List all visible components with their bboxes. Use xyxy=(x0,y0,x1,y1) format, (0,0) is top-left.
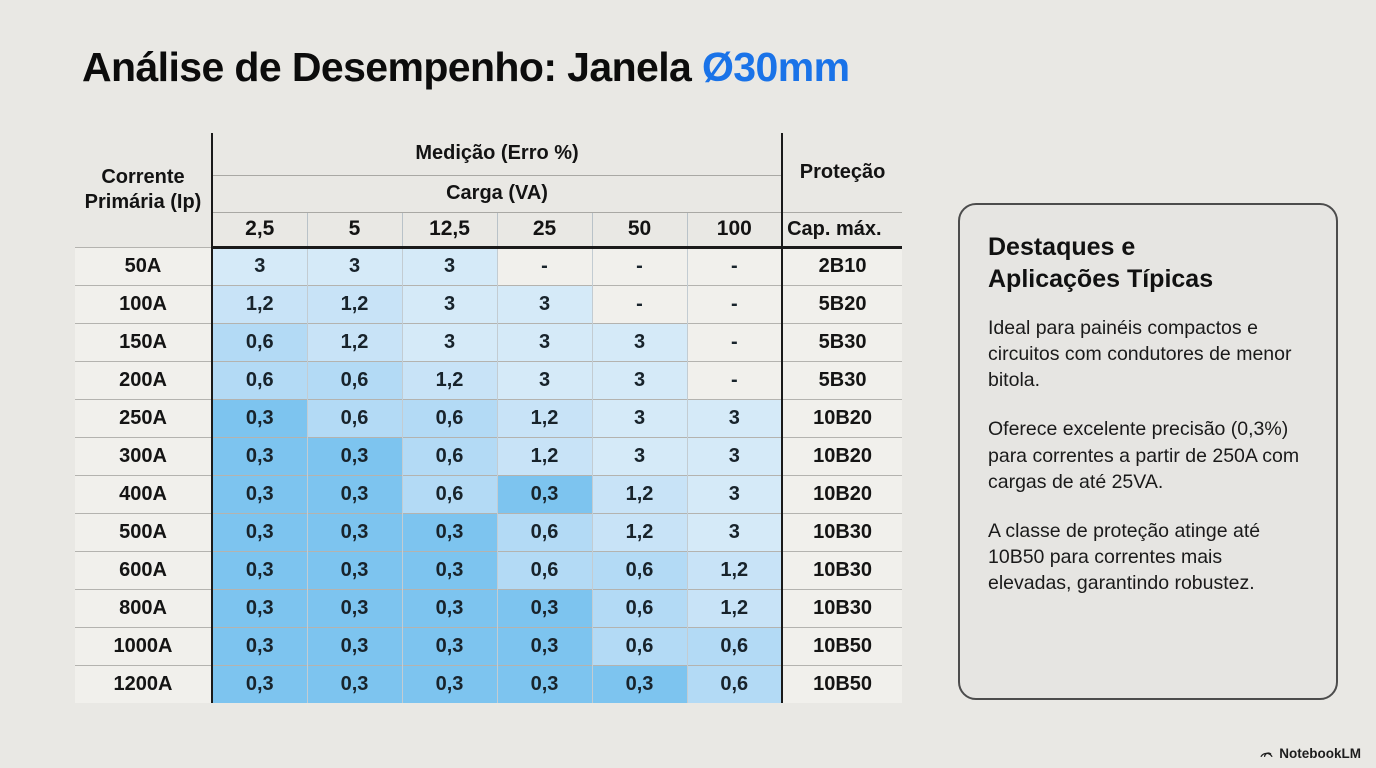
table-row xyxy=(75,589,902,627)
page-title-text: Análise de Desempenho: Janela xyxy=(82,44,703,90)
col-header-corrente-primaria: Corrente Primária (Ip) xyxy=(75,133,212,247)
ip-cell: 250A xyxy=(75,399,212,437)
notebooklm-logo-icon xyxy=(1259,746,1274,761)
error-cell: 0,3 xyxy=(402,513,497,551)
load-col-header: 100 xyxy=(687,212,782,247)
error-cell: 3 xyxy=(687,475,782,513)
page-title-accent: Ø30mm xyxy=(702,44,850,90)
error-cell: 0,6 xyxy=(307,399,402,437)
error-cell: 0,6 xyxy=(402,399,497,437)
ip-cell: 150A xyxy=(75,323,212,361)
ip-cell: 500A xyxy=(75,513,212,551)
error-cell: 0,3 xyxy=(402,627,497,665)
error-cell: 0,3 xyxy=(212,665,307,703)
error-cell: 3 xyxy=(497,361,592,399)
error-cell: 0,3 xyxy=(402,589,497,627)
performance-table xyxy=(75,133,902,703)
panel-paragraph: Ideal para painéis compactos e circuitos com condutores de menor bitola. xyxy=(988,317,1292,392)
error-cell: 0,3 xyxy=(307,513,402,551)
error-cell: 0,6 xyxy=(497,513,592,551)
error-cell: 0,3 xyxy=(212,475,307,513)
error-cell: 3 xyxy=(687,513,782,551)
table-row xyxy=(75,627,902,665)
error-cell: - xyxy=(592,247,687,285)
ip-cell: 300A xyxy=(75,437,212,475)
ip-cell: 800A xyxy=(75,589,212,627)
protection-cell: 10B50 xyxy=(782,627,902,665)
ip-cell: 200A xyxy=(75,361,212,399)
error-cell: 0,3 xyxy=(212,551,307,589)
error-cell: - xyxy=(687,285,782,323)
error-cell: 0,6 xyxy=(497,551,592,589)
error-cell: 3 xyxy=(402,323,497,361)
error-cell: 0,3 xyxy=(212,513,307,551)
error-cell: - xyxy=(687,361,782,399)
error-cell: 0,6 xyxy=(402,437,497,475)
col-header-carga-va: Carga (VA) xyxy=(212,175,782,212)
performance-table-body xyxy=(75,247,902,703)
error-cell: 0,3 xyxy=(212,399,307,437)
protection-cell: 10B20 xyxy=(782,399,902,437)
panel-heading-line2: Aplicações Típicas xyxy=(988,265,1214,293)
error-cell: 0,3 xyxy=(592,665,687,703)
protection-cell: 10B20 xyxy=(782,437,902,475)
error-cell: 1,2 xyxy=(307,323,402,361)
error-cell: 3 xyxy=(592,323,687,361)
error-cell: 0,3 xyxy=(212,589,307,627)
error-cell: 0,3 xyxy=(402,665,497,703)
error-cell: 3 xyxy=(212,247,307,285)
error-cell: 3 xyxy=(497,323,592,361)
table-row xyxy=(75,551,902,589)
panel-heading-line1: Destaques e xyxy=(988,233,1136,261)
protection-cell: 10B20 xyxy=(782,475,902,513)
error-cell: 3 xyxy=(307,247,402,285)
error-cell: 0,3 xyxy=(307,627,402,665)
error-cell: 0,3 xyxy=(307,665,402,703)
error-cell: 0,3 xyxy=(497,475,592,513)
error-cell: 3 xyxy=(592,437,687,475)
col-header-cap-max: Cap. máx. xyxy=(782,212,902,247)
error-cell: 0,3 xyxy=(307,589,402,627)
ip-cell: 100A xyxy=(75,285,212,323)
ip-cell: 1200A xyxy=(75,665,212,703)
panel-paragraphs xyxy=(988,315,1310,596)
error-cell: 3 xyxy=(687,399,782,437)
table-row xyxy=(75,285,902,323)
error-cell: 0,6 xyxy=(212,361,307,399)
error-cell: 1,2 xyxy=(212,285,307,323)
error-cell: 3 xyxy=(402,285,497,323)
error-cell: 1,2 xyxy=(497,437,592,475)
load-col-header: 5 xyxy=(307,212,402,247)
error-cell: - xyxy=(592,285,687,323)
error-cell: 3 xyxy=(497,285,592,323)
table-row xyxy=(75,665,902,703)
error-cell: 0,3 xyxy=(307,551,402,589)
error-cell: 3 xyxy=(687,437,782,475)
error-cell: 3 xyxy=(592,399,687,437)
error-cell: 0,6 xyxy=(592,627,687,665)
error-cell: 0,6 xyxy=(212,323,307,361)
error-cell: 0,3 xyxy=(212,437,307,475)
protection-cell: 10B30 xyxy=(782,589,902,627)
error-cell: - xyxy=(497,247,592,285)
error-cell: 0,3 xyxy=(402,551,497,589)
panel-paragraph: A classe de proteção atinge até 10B50 para correntes mais elevadas, garantindo robustez. xyxy=(988,519,1261,594)
load-col-header: 25 xyxy=(497,212,592,247)
error-cell: 1,2 xyxy=(402,361,497,399)
error-cell: 0,6 xyxy=(402,475,497,513)
error-cell: 3 xyxy=(402,247,497,285)
error-cell: 0,3 xyxy=(497,665,592,703)
table-row xyxy=(75,437,902,475)
error-cell: 1,2 xyxy=(592,513,687,551)
protection-cell: 10B30 xyxy=(782,551,902,589)
col-header-protecao: Proteção xyxy=(782,133,902,212)
protection-cell: 5B30 xyxy=(782,323,902,361)
ip-cell: 400A xyxy=(75,475,212,513)
error-cell: 0,3 xyxy=(307,437,402,475)
panel-heading xyxy=(988,231,1310,295)
protection-cell: 10B50 xyxy=(782,665,902,703)
load-col-header: 2,5 xyxy=(212,212,307,247)
error-cell: 0,3 xyxy=(307,475,402,513)
load-col-header: 12,5 xyxy=(402,212,497,247)
protection-cell: 2B10 xyxy=(782,247,902,285)
error-cell: 1,2 xyxy=(497,399,592,437)
error-cell: 0,6 xyxy=(307,361,402,399)
table-row xyxy=(75,475,902,513)
error-cell: 0,6 xyxy=(592,589,687,627)
error-cell: 0,3 xyxy=(212,627,307,665)
error-cell: 0,6 xyxy=(592,551,687,589)
error-cell: 0,6 xyxy=(687,665,782,703)
ip-cell: 600A xyxy=(75,551,212,589)
table-row xyxy=(75,323,902,361)
col-header-medicao-erro: Medição (Erro %) xyxy=(212,133,782,175)
error-cell: 1,2 xyxy=(592,475,687,513)
table-row xyxy=(75,247,902,285)
ip-cell: 50A xyxy=(75,247,212,285)
error-cell: 0,6 xyxy=(687,627,782,665)
ip-cell: 1000A xyxy=(75,627,212,665)
page-title xyxy=(82,44,849,91)
brand-footer xyxy=(1259,746,1361,761)
table-row xyxy=(75,399,902,437)
protection-cell: 5B20 xyxy=(782,285,902,323)
protection-cell: 5B30 xyxy=(782,361,902,399)
error-cell: - xyxy=(687,247,782,285)
table-row xyxy=(75,513,902,551)
load-col-header: 50 xyxy=(592,212,687,247)
error-cell: 0,3 xyxy=(497,589,592,627)
error-cell: 3 xyxy=(592,361,687,399)
error-cell: - xyxy=(687,323,782,361)
brand-name: NotebookLM xyxy=(1279,746,1361,761)
error-cell: 1,2 xyxy=(687,551,782,589)
panel-paragraph: Oferece excelente precisão (0,3%) para correntes a partir de 250A com cargas de até 25VA. xyxy=(988,418,1300,493)
error-cell: 1,2 xyxy=(687,589,782,627)
error-cell: 1,2 xyxy=(307,285,402,323)
table-row xyxy=(75,361,902,399)
highlights-panel xyxy=(958,203,1338,700)
error-cell: 0,3 xyxy=(497,627,592,665)
protection-cell: 10B30 xyxy=(782,513,902,551)
